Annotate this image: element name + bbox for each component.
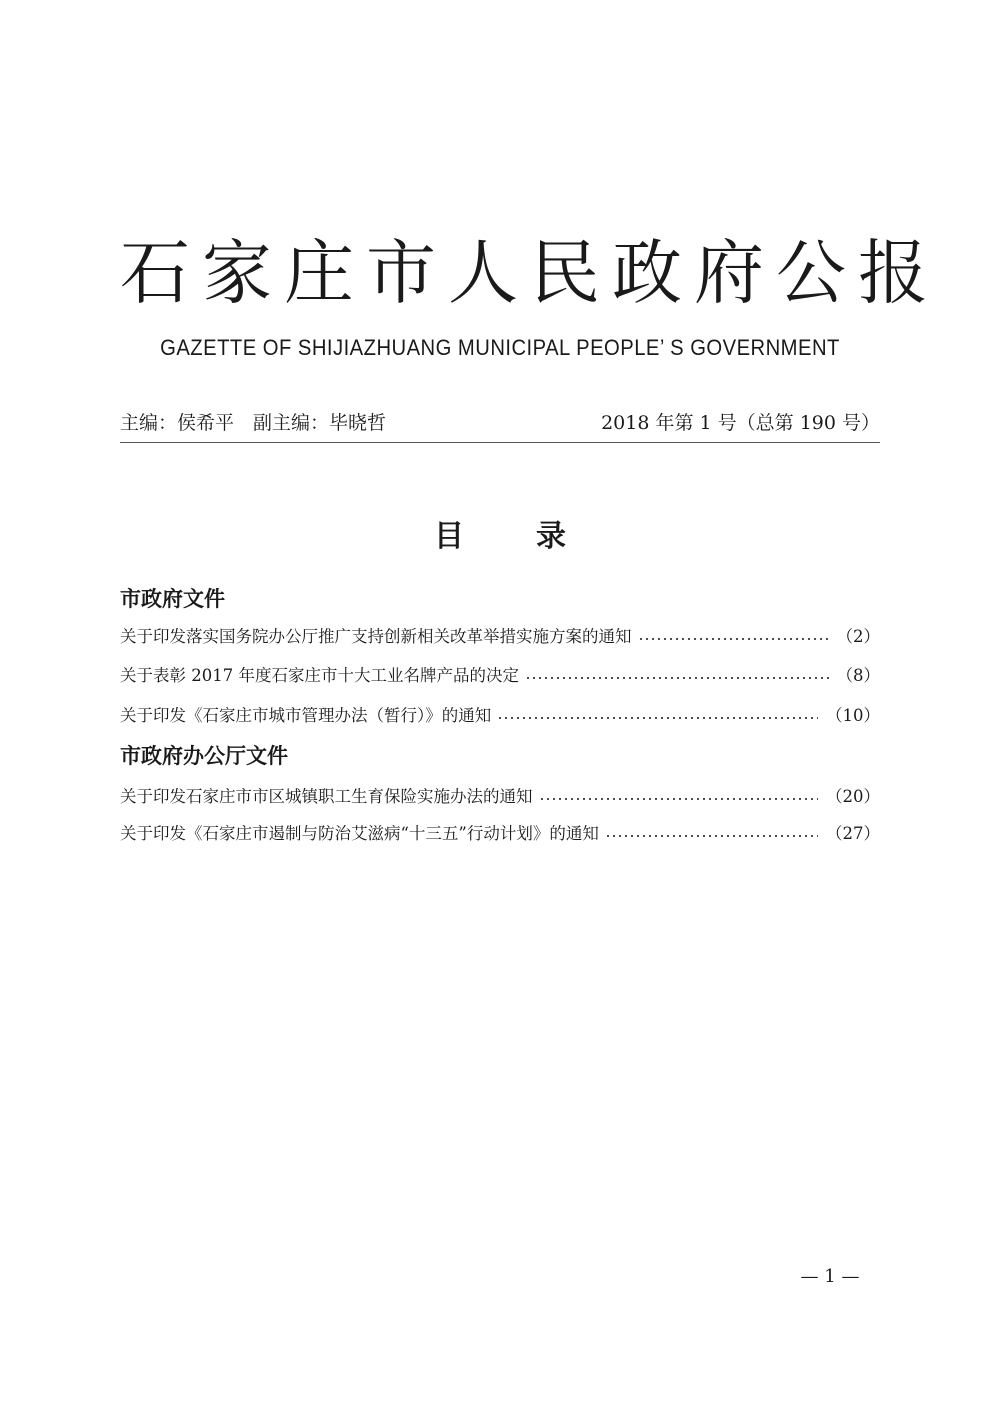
editor-issue-line <box>120 410 880 436</box>
toc-leader-dots <box>539 798 819 800</box>
section-title: 市政府文件 <box>120 587 225 611</box>
toc-entry-page: （27） <box>826 824 880 843</box>
toc-entry-page: （2） <box>836 627 880 646</box>
toc-entry[interactable] <box>120 703 880 729</box>
toc-entry-page: （10） <box>826 706 880 725</box>
gazette-masthead-title: 石家庄市人民政府公报 <box>120 232 940 314</box>
gazette-masthead-subtitle: GAZETTE OF SHIJIAZHUANG MUNICIPAL PEOPLE’ S GOVERNMENT <box>160 335 840 360</box>
toc-entry-title: 关于印发《石家庄市城市管理办法（暂行）》的通知 <box>120 706 492 725</box>
toc-entry-title: 关于印发石家庄市市区城镇职工生育保险实施办法的通知 <box>120 787 533 806</box>
toc-entry-title: 关于表彰 2017 年度石家庄市十大工业名牌产品的决定 <box>120 666 519 685</box>
toc-entry[interactable] <box>120 784 880 810</box>
toc-entry[interactable] <box>120 624 880 650</box>
section-title: 市政府办公厅文件 <box>120 744 288 768</box>
issue-number: 2018 年第 1 号（总第 190 号） <box>601 412 880 434</box>
toc-entry[interactable] <box>120 821 880 847</box>
header-divider <box>120 442 880 443</box>
toc-leader-dots <box>525 677 829 679</box>
toc-entry[interactable] <box>120 663 880 689</box>
toc-entry-page: （8） <box>836 666 880 685</box>
toc-leader-dots <box>497 717 818 719</box>
toc-leader-dots <box>605 835 818 837</box>
toc-entry-title: 关于印发落实国务院办公厅推广支持创新相关改革举措实施方案的通知 <box>120 627 632 646</box>
toc-entry-page: （20） <box>826 787 880 806</box>
toc-leader-dots <box>638 638 829 640</box>
toc-heading-left: 目 <box>434 519 464 554</box>
toc-entry-title: 关于印发《石家庄市遏制与防治艾滋病“十三五”行动计划》的通知 <box>120 824 599 843</box>
toc-heading <box>120 517 880 557</box>
toc-heading-right: 录 <box>536 519 566 554</box>
page-number: — 1 — <box>800 1266 860 1287</box>
editors-credit: 主编：侯希平 副主编：毕晓哲 <box>120 412 387 434</box>
